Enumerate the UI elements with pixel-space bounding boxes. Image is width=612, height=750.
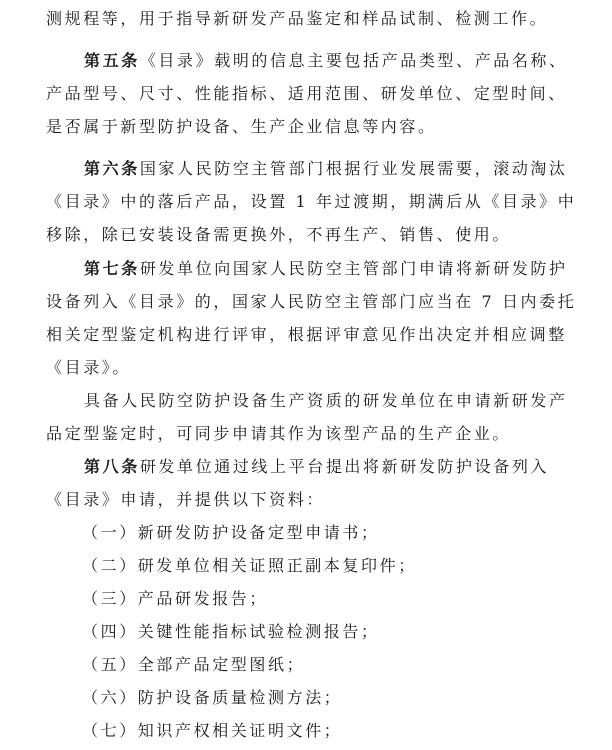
- article-5-line: [84, 44, 568, 77]
- paragraph-text: 研发单位通过线上平台提出将新研发防护设备列入: [139, 457, 550, 476]
- list-item: （一）新研发防护设备定型申请书；: [82, 523, 380, 542]
- paragraph-line: 移除，除已安装设备需更换外，不再生产、销售、使用。: [46, 225, 512, 244]
- paragraph-text: 国家人民防空主管部门根据行业发展需要，滚动淘汰: [139, 159, 568, 178]
- article-8-line: [84, 450, 549, 483]
- list-item: （五）全部产品定型图纸；: [82, 655, 306, 674]
- paragraph-line: 设备列入《目录》的，国家人民防空主管部门应当在 7 日内委托: [46, 292, 577, 311]
- article-label: 第六条: [84, 159, 140, 178]
- paragraph-line: 产品型号、尺寸、性能指标、适用范围、研发单位、定型时间、: [46, 84, 567, 103]
- article-label: 第七条: [84, 259, 140, 278]
- paragraph-line: 是否属于新型防护设备、生产企业信息等内容。: [46, 117, 437, 136]
- list-item: （六）防护设备质量检测方法；: [82, 688, 343, 707]
- paragraph-line: 具备人民防空防护设备生产资质的研发单位在申请新研发产: [84, 391, 568, 410]
- list-item: （三）产品研发报告；: [82, 589, 269, 608]
- list-item: （二）研发单位相关证照正副本复印件；: [82, 556, 417, 575]
- article-label: 第八条: [84, 457, 140, 476]
- article-label: 第五条: [84, 51, 140, 70]
- paragraph-line: 品定型鉴定时，可同步申请其作为该型产品的生产企业。: [46, 424, 512, 443]
- article-7-line: [84, 252, 568, 285]
- paragraph-line: 相关定型鉴定机构进行评审，根据评审意见作出决定并相应调整: [46, 325, 567, 344]
- paragraph-line: 测规程等，用于指导新研发产品鉴定和样品试制、检测工作。: [46, 9, 549, 28]
- list-item: （四）关键性能指标试验检测报告；: [82, 622, 380, 641]
- paragraph-line: 《目录》中的落后产品，设置 1 年过渡期，期满后从《目录》中: [46, 192, 577, 211]
- paragraph-line: 《目录》。: [46, 358, 132, 377]
- paragraph-line: 《目录》申请，并提供以下资料：: [46, 490, 326, 509]
- article-6-line: [84, 152, 568, 185]
- list-item: （七）知识产权相关证明文件；: [82, 721, 343, 740]
- paragraph-text: 《目录》载明的信息主要包括产品类型、产品名称、: [139, 51, 568, 70]
- paragraph-text: 研发单位向国家人民防空主管部门申请将新研发防护: [139, 259, 568, 278]
